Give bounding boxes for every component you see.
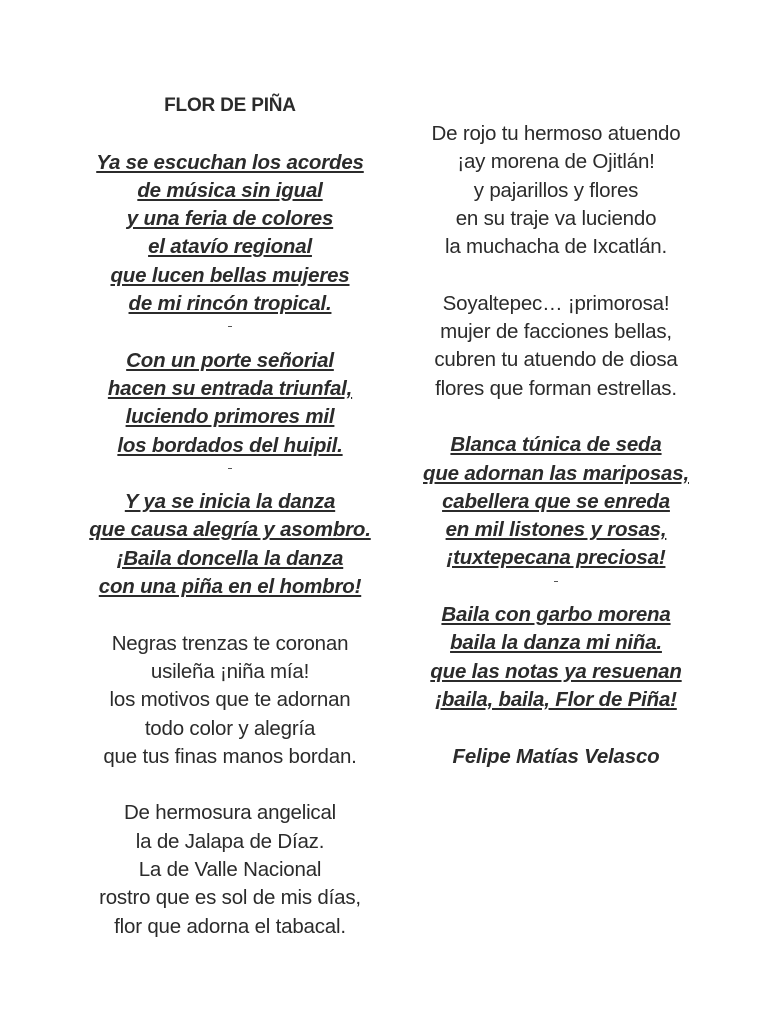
- verse-line: Negras trenzas te coronan: [111, 631, 349, 655]
- stanza-mark: [386, 573, 726, 601]
- verse-line: y pajarillos y flores: [473, 178, 639, 202]
- verse-line: ¡baila, baila, Flor de Piña!: [435, 687, 677, 711]
- verse-line: todo color y alegría: [144, 716, 316, 740]
- stanza-mark: [60, 318, 400, 346]
- verse-line: los motivos que te adornan: [109, 688, 351, 712]
- verse-line: Blanca túnica de seda: [450, 433, 662, 457]
- verse-line: cubren tu atuendo de diosa: [434, 348, 678, 372]
- verse-line: flor que adorna el tabacal.: [114, 914, 346, 938]
- verse-line: que tus finas manos bordan.: [103, 744, 357, 768]
- stanza-gap: [60, 601, 400, 629]
- author-signature: Felipe Matías Velasco: [452, 744, 660, 768]
- verse-line: flores que forman estrellas.: [435, 376, 677, 400]
- verse-line: Y ya se inicia la danza: [124, 490, 336, 514]
- verse-line: luciendo primores mil: [125, 405, 335, 429]
- verse-line: ¡tuxtepecana preciosa!: [446, 546, 666, 570]
- stanza-gap: [386, 403, 726, 431]
- verse-line: La de Valle Nacional: [138, 858, 322, 882]
- verse-line: Soyaltepec… ¡primorosa!: [442, 291, 670, 315]
- verse-line: De rojo tu hermoso atuendo: [431, 122, 681, 145]
- verse-line: hacen su entrada triunfal,: [107, 376, 353, 400]
- verse-line: usileña ¡niña mía!: [150, 659, 310, 683]
- verse-line: Ya se escuchan los acordes: [96, 150, 364, 174]
- verse-line: con una piña en el hombro!: [98, 575, 362, 599]
- stanza-gap: [386, 714, 726, 742]
- poem-right-column: [386, 120, 726, 771]
- stanza-gap: [60, 120, 400, 148]
- verse-line: que causa alegría y asombro.: [89, 518, 371, 542]
- verse-line: la muchacha de Ixcatlán.: [445, 235, 667, 259]
- verse-line: mujer de facciones bellas,: [440, 320, 672, 344]
- verse-line: baila la danza mi niña.: [450, 631, 662, 655]
- verse-line: que lucen bellas mujeres: [110, 263, 350, 287]
- verse-line: en su traje va luciendo: [455, 206, 657, 230]
- poem-title: FLOR DE PIÑA: [164, 95, 296, 116]
- verse-line: ¡Baila doncella la danza: [116, 546, 344, 570]
- verse-line: rostro que es sol de mis días,: [99, 886, 361, 910]
- verse-line: cabellera que se enreda: [442, 489, 670, 513]
- poem-left-column: [60, 92, 400, 941]
- verse-line: ¡ay morena de Ojitlán!: [457, 150, 655, 174]
- verse-line: de mi rincón tropical.: [128, 292, 332, 316]
- verse-line: la de Jalapa de Díaz.: [135, 829, 325, 853]
- verse-line: y una feria de colores: [126, 207, 334, 231]
- verse-line: De hermosura angelical: [123, 801, 337, 825]
- verse-line: Baila con garbo morena: [441, 603, 671, 627]
- verse-line: los bordados del huipil.: [117, 433, 343, 457]
- verse-line: de música sin igual: [137, 178, 323, 202]
- stanza-mark: [60, 460, 400, 488]
- verse-line: que adornan las mariposas,: [423, 461, 689, 485]
- verse-line: que las notas ya resuenan: [430, 659, 682, 683]
- verse-line: Con un porte señorial: [126, 348, 334, 372]
- stanza-gap: [386, 261, 726, 289]
- stanza-gap: [60, 771, 400, 799]
- verse-line: el atavío regional: [148, 235, 312, 259]
- verse-line: en mil listones y rosas,: [445, 518, 667, 542]
